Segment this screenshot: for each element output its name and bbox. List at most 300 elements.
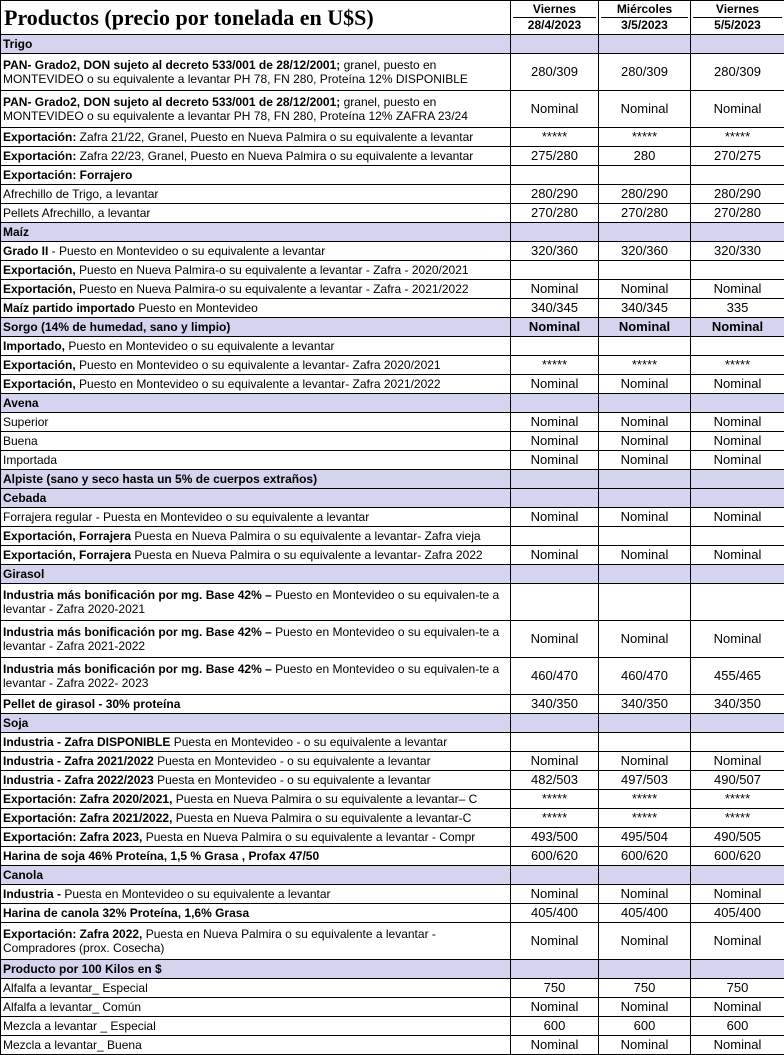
price-cell: ***** (511, 790, 599, 809)
price-cell (691, 866, 784, 885)
price-cell: Nominal (511, 885, 599, 904)
price-cell: Nominal (691, 998, 784, 1017)
product-label-bold: Maíz (3, 225, 29, 239)
table-row (1, 546, 784, 565)
table-row (1, 204, 784, 223)
price-cell: Nominal (599, 280, 691, 299)
price-cell: 270/275 (691, 147, 784, 166)
product-cell (1, 185, 511, 204)
table-row (1, 356, 784, 375)
product-label-bold: Trigo (3, 37, 32, 51)
product-cell (1, 356, 511, 375)
product-cell (1, 223, 511, 242)
product-label-text: Puesta en Montevideo o su equivalente a levantar (61, 887, 331, 901)
price-cell: Nominal (691, 91, 784, 128)
product-cell (1, 299, 511, 318)
column-date-3: 5/5/2023 (693, 17, 782, 33)
price-cell: 280/290 (599, 185, 691, 204)
product-label-bold: Exportación, (3, 377, 76, 391)
price-cell: 750 (691, 979, 784, 998)
price-cell: Nominal (691, 621, 784, 658)
price-cell (511, 527, 599, 546)
product-label-bold: Exportación: Zafra 2022, (3, 927, 142, 941)
product-label-text: Superior (3, 415, 48, 429)
price-cell: 750 (511, 979, 599, 998)
product-cell (1, 790, 511, 809)
product-label-text: Mezcla a levantar _ Especial (3, 1019, 156, 1033)
price-cell (599, 714, 691, 733)
table-row (1, 923, 784, 960)
product-label-text: Puesta en Montevideo - o su equivalente a levantar (170, 735, 447, 749)
product-cell (1, 565, 511, 584)
price-cell (599, 733, 691, 752)
price-cell (599, 565, 691, 584)
table-row (1, 998, 784, 1017)
product-label-text: Alfalfa a levantar_ Especial (3, 981, 148, 995)
price-cell: 340/345 (511, 299, 599, 318)
table-row (1, 261, 784, 280)
price-cell: ***** (511, 128, 599, 147)
product-cell (1, 923, 511, 960)
table-row (1, 904, 784, 923)
product-label-text: Puesta en Nueva Palmira o su equivalente a levantar– C (172, 792, 477, 806)
price-cell (599, 223, 691, 242)
price-cell (511, 584, 599, 621)
product-cell (1, 733, 511, 752)
price-cell (511, 261, 599, 280)
product-label-bold: Importado, (3, 339, 65, 353)
product-label-bold: Avena (3, 396, 39, 410)
product-label-text: Zafra 21/22, Granel, Puesto en Nueva Palmira o su equivalente a levantar (76, 130, 473, 144)
section-row (1, 489, 784, 508)
product-label-text: Puesto en Montevideo o su equivalen-te a levantar - Zafra 2020-2021 (3, 588, 499, 616)
product-cell (1, 166, 511, 185)
price-cell: 405/400 (511, 904, 599, 923)
price-cell: Nominal (511, 621, 599, 658)
price-cell (599, 35, 691, 54)
product-label-text: Buena (3, 434, 38, 448)
price-cell: 600 (691, 1017, 784, 1036)
product-cell (1, 714, 511, 733)
product-label-bold: Harina de soja 46% Proteína, 1,5 % Grasa , Profax 47/50 (3, 849, 319, 863)
price-cell: Nominal (511, 413, 599, 432)
price-cell: Nominal (599, 1036, 691, 1055)
price-cell: 340/345 (599, 299, 691, 318)
price-cell: 600/620 (599, 847, 691, 866)
product-label-bold: Pellet de girasol - 30% proteína (3, 697, 180, 711)
table-body (1, 35, 784, 1055)
price-cell: 270/280 (511, 204, 599, 223)
price-cell: 320/330 (691, 242, 784, 261)
product-label-bold: Industria más bonificación por mg. Base 42% – (3, 625, 272, 639)
table-row (1, 91, 784, 128)
price-cell: 280/290 (511, 185, 599, 204)
product-label-bold: Exportación, Forrajera (3, 529, 131, 543)
product-label-bold: PAN- Grado2, DON sujeto al decreto 533/001 de 28/12/2001; (3, 95, 340, 109)
price-cell: Nominal (599, 923, 691, 960)
price-cell: Nominal (511, 546, 599, 565)
product-label-text: Puesta en Montevideo - o su equivalente a levantar (154, 773, 431, 787)
product-label-text: Puesto en Montevideo o su equivalente a levantar- Zafra 2021/2022 (76, 377, 441, 391)
product-cell (1, 752, 511, 771)
price-cell (691, 527, 784, 546)
product-cell (1, 1036, 511, 1055)
product-label-text: Puesto en Nueva Palmira-o su equivalente a levantar - Zafra - 2021/2022 (76, 282, 469, 296)
table-row (1, 752, 784, 771)
product-cell (1, 242, 511, 261)
price-cell (599, 866, 691, 885)
product-cell (1, 621, 511, 658)
product-label-text: Puesta en Nueva Palmira o su equivalente a levantar - Compr (142, 830, 475, 844)
price-cell: Nominal (691, 451, 784, 470)
price-cell: ***** (599, 128, 691, 147)
price-cell: 320/360 (599, 242, 691, 261)
price-cell: 405/400 (599, 904, 691, 923)
price-cell: Nominal (599, 375, 691, 394)
product-label-bold: Exportación, (3, 358, 76, 372)
price-cell: Nominal (511, 508, 599, 527)
table-row (1, 54, 784, 91)
price-cell: ***** (511, 809, 599, 828)
product-label-text: Puesto en Montevideo o su equivalen-te a levantar - Zafra 2021-2022 (3, 625, 499, 653)
price-cell: Nominal (511, 1036, 599, 1055)
product-label-bold: Exportación, (3, 282, 76, 296)
product-label-text: Puesto en Nueva Palmira-o su equivalente a levantar - Zafra - 2020/2021 (76, 263, 469, 277)
product-cell (1, 394, 511, 413)
product-label-bold: Girasol (3, 567, 44, 581)
price-cell (511, 35, 599, 54)
column-date-1: 28/4/2023 (513, 17, 596, 33)
product-cell (1, 147, 511, 166)
product-label-bold: Industria - Zafra 2022/2023 (3, 773, 154, 787)
product-label-bold: Exportación, (3, 263, 76, 277)
price-cell: ***** (599, 809, 691, 828)
price-cell: Nominal (511, 375, 599, 394)
product-cell (1, 413, 511, 432)
product-cell (1, 204, 511, 223)
price-cell (691, 166, 784, 185)
price-cell (599, 470, 691, 489)
product-label-bold: Exportación: (3, 130, 76, 144)
price-cell (691, 261, 784, 280)
price-cell: Nominal (599, 998, 691, 1017)
product-cell (1, 375, 511, 394)
table-row (1, 828, 784, 847)
price-cell: Nominal (599, 621, 691, 658)
product-cell (1, 771, 511, 790)
price-cell (691, 394, 784, 413)
price-cell: Nominal (691, 546, 784, 565)
price-cell: Nominal (511, 923, 599, 960)
column-day-3: Viernes (716, 2, 759, 16)
price-cell: 280/309 (691, 54, 784, 91)
price-cell: Nominal (511, 752, 599, 771)
price-cell: Nominal (511, 432, 599, 451)
price-cell: 600/620 (691, 847, 784, 866)
price-cell: 340/350 (691, 695, 784, 714)
price-cell (691, 584, 784, 621)
product-cell (1, 546, 511, 565)
product-label-text: Zafra 22/23, Granel, Puesto en Nueva Palmira o su equivalente a levantar (76, 149, 473, 163)
product-label-text: Puesto en Montevideo o su equivalente a levantar (65, 339, 335, 353)
product-label-bold: Exportación: Zafra 2023, (3, 830, 142, 844)
price-cell: Nominal (599, 752, 691, 771)
price-cell (599, 584, 691, 621)
product-cell (1, 960, 511, 979)
price-cell (511, 960, 599, 979)
section-row (1, 714, 784, 733)
price-cell: 280/309 (511, 54, 599, 91)
section-row (1, 960, 784, 979)
table-row (1, 790, 784, 809)
product-cell (1, 527, 511, 546)
product-label-bold: Grado II (3, 244, 48, 258)
price-cell: 490/507 (691, 771, 784, 790)
table-row (1, 771, 784, 790)
product-cell (1, 998, 511, 1017)
product-label-bold: Exportación: Zafra 2021/2022, (3, 811, 172, 825)
product-label-bold: PAN- Grado2, DON sujeto al decreto 533/001 de 28/12/2001; (3, 58, 340, 72)
price-cell: ***** (691, 790, 784, 809)
product-cell (1, 91, 511, 128)
price-cell: Nominal (511, 91, 599, 128)
price-cell: Nominal (599, 318, 691, 337)
price-cell: Nominal (599, 508, 691, 527)
product-label-bold: Exportación, Forrajera (3, 548, 131, 562)
product-label-text: Afrechillo de Trigo, a levantar (3, 187, 158, 201)
price-cell: 600/620 (511, 847, 599, 866)
product-label-bold: Exportación: Forrajero (3, 168, 132, 182)
price-cell (511, 166, 599, 185)
price-cell: Nominal (599, 413, 691, 432)
price-cell: 600 (511, 1017, 599, 1036)
price-cell: Nominal (691, 752, 784, 771)
product-label-bold: Maíz partido importado (3, 301, 135, 315)
price-cell: 490/505 (691, 828, 784, 847)
section-row (1, 223, 784, 242)
product-label-bold: Industria - (3, 887, 61, 901)
price-cell (511, 223, 599, 242)
price-cell: 750 (599, 979, 691, 998)
price-cell: 405/400 (691, 904, 784, 923)
price-cell (691, 565, 784, 584)
product-label-text: Puesto en Montevideo o su equivalen-te a levantar - Zafra 2022- 2023 (3, 662, 499, 690)
table-row (1, 809, 784, 828)
column-date-2: 3/5/2023 (601, 17, 688, 33)
product-cell (1, 847, 511, 866)
price-cell (511, 565, 599, 584)
section-row (1, 35, 784, 54)
price-cell: 497/503 (599, 771, 691, 790)
price-cell (599, 261, 691, 280)
price-cell: ***** (691, 356, 784, 375)
price-cell: Nominal (691, 413, 784, 432)
price-cell: ***** (691, 128, 784, 147)
product-cell (1, 470, 511, 489)
price-cell (691, 489, 784, 508)
product-cell (1, 128, 511, 147)
product-cell (1, 809, 511, 828)
product-label-text: Puesta en Nueva Palmira o su equivalente a levantar - Compradores (prox. Cosecha) (3, 927, 436, 955)
price-cell: ***** (599, 356, 691, 375)
price-cell: 493/500 (511, 828, 599, 847)
price-cell: 495/504 (599, 828, 691, 847)
price-cell (511, 866, 599, 885)
product-label-text: Puesta en Nueva Palmira o su equivalente a levantar- Zafra 2022 (131, 548, 483, 562)
product-label-text: Puesta en Montevideo - o su equivalente a levantar (154, 754, 431, 768)
product-cell (1, 489, 511, 508)
table-row (1, 432, 784, 451)
table-row (1, 508, 784, 527)
price-cell: Nominal (599, 432, 691, 451)
column-header-2 (599, 1, 691, 35)
price-cell: Nominal (691, 375, 784, 394)
price-cell: Nominal (599, 91, 691, 128)
price-cell (599, 527, 691, 546)
table-row (1, 847, 784, 866)
product-label-bold: Industria más bonificación por mg. Base 42% – (3, 662, 272, 676)
section-row (1, 565, 784, 584)
section-row (1, 394, 784, 413)
product-cell (1, 508, 511, 527)
product-label-bold: Soja (3, 716, 28, 730)
product-label-bold: Industria - Zafra 2021/2022 (3, 754, 154, 768)
product-label-text: Puesto en Montevideo o su equivalente a levantar- Zafra 2020/2021 (76, 358, 441, 372)
price-cell: Nominal (691, 318, 784, 337)
price-cell (691, 733, 784, 752)
price-cell (599, 337, 691, 356)
price-cell (511, 714, 599, 733)
price-cell (691, 470, 784, 489)
price-cell: 335 (691, 299, 784, 318)
column-header-1 (511, 1, 599, 35)
product-cell (1, 280, 511, 299)
table-row (1, 1036, 784, 1055)
product-label-bold: Alpiste (3, 472, 43, 486)
product-label-text: Mezcla a levantar_ Buena (3, 1038, 142, 1052)
section-row (1, 318, 784, 337)
price-cell: Nominal (511, 318, 599, 337)
table-row (1, 299, 784, 318)
table-row (1, 375, 784, 394)
product-label-text: Puesto en Montevideo (135, 301, 258, 315)
table-row (1, 733, 784, 752)
price-cell: 340/350 (511, 695, 599, 714)
table-row (1, 166, 784, 185)
section-row (1, 866, 784, 885)
price-cell (511, 394, 599, 413)
price-cell: 270/280 (599, 204, 691, 223)
price-cell: Nominal (511, 998, 599, 1017)
product-label-text: Forrajera regular - Puesta en Montevideo o su equivalente a levantar (3, 510, 369, 524)
product-label-bold: Producto por 100 Kilos en $ (3, 962, 162, 976)
table-row (1, 621, 784, 658)
table-row (1, 451, 784, 470)
product-cell (1, 695, 511, 714)
price-cell: 482/503 (511, 771, 599, 790)
table-row (1, 185, 784, 204)
price-cell: 275/280 (511, 147, 599, 166)
table-row (1, 979, 784, 998)
table-row (1, 413, 784, 432)
product-cell (1, 885, 511, 904)
price-cell: 460/470 (511, 658, 599, 695)
price-cell (691, 223, 784, 242)
table-row (1, 695, 784, 714)
table-row (1, 584, 784, 621)
column-day-1: Viernes (533, 2, 576, 16)
product-cell (1, 866, 511, 885)
product-label-bold: Sorgo (14% de humedad, sano y limpio) (3, 320, 230, 334)
product-label-text: - Puesto en Montevideo o su equivalente a levantar (48, 244, 325, 258)
product-cell (1, 1017, 511, 1036)
price-cell: 340/350 (599, 695, 691, 714)
price-cell: Nominal (691, 1036, 784, 1055)
column-day-2: Miércoles (617, 2, 672, 16)
price-cell (691, 337, 784, 356)
product-cell (1, 451, 511, 470)
product-label-text: Importada (3, 453, 57, 467)
price-cell: 280 (599, 147, 691, 166)
price-cell (691, 714, 784, 733)
table-row (1, 527, 784, 546)
product-label-text: granel, puesto en MONTEVIDEO o su equivalente a levantar PH 78, FN 280, Proteína 12% DISPONIBLE (3, 58, 468, 86)
price-cell (511, 733, 599, 752)
price-cell (599, 166, 691, 185)
price-cell: 280/309 (599, 54, 691, 91)
price-cell: Nominal (691, 280, 784, 299)
product-label-bold: Cebada (3, 491, 46, 505)
product-label-bold: Canola (3, 868, 43, 882)
section-row (1, 470, 784, 489)
table-row (1, 1017, 784, 1036)
product-label-bold: Industria más bonificación por mg. Base 42% – (3, 588, 272, 602)
product-cell (1, 584, 511, 621)
product-label-bold: Exportación: Zafra 2020/2021, (3, 792, 172, 806)
price-cell: 460/470 (599, 658, 691, 695)
product-label-bold: Exportación: (3, 149, 76, 163)
product-cell (1, 432, 511, 451)
product-cell (1, 261, 511, 280)
price-cell: Nominal (511, 451, 599, 470)
table-row (1, 337, 784, 356)
table-row (1, 128, 784, 147)
price-cell: Nominal (691, 508, 784, 527)
price-cell: 320/360 (511, 242, 599, 261)
product-cell (1, 35, 511, 54)
price-cell: 455/465 (691, 658, 784, 695)
price-cell (691, 35, 784, 54)
price-cell: ***** (599, 790, 691, 809)
price-cell (691, 960, 784, 979)
price-cell: Nominal (599, 546, 691, 565)
price-cell: 280/290 (691, 185, 784, 204)
product-cell (1, 337, 511, 356)
price-cell: Nominal (691, 923, 784, 960)
price-cell (599, 489, 691, 508)
table-row (1, 885, 784, 904)
product-label-bold: Industria - Zafra DISPONIBLE (3, 735, 170, 749)
price-cell: Nominal (691, 885, 784, 904)
product-label-text: granel, puesto en MONTEVIDEO o su equivalente a levantar PH 78, FN 280, Proteína 12% ZAFRA 23/24 (3, 95, 468, 123)
price-cell: 270/280 (691, 204, 784, 223)
price-cell (599, 960, 691, 979)
product-label-bold: Harina de canola 32% Proteína, 1,6% Grasa (3, 906, 249, 920)
product-label-text: Puesta en Nueva Palmira o su equivalente a levantar-C (172, 811, 471, 825)
product-label-text: Alfalfa a levantar_ Común (3, 1000, 141, 1014)
price-cell (511, 337, 599, 356)
product-cell (1, 904, 511, 923)
